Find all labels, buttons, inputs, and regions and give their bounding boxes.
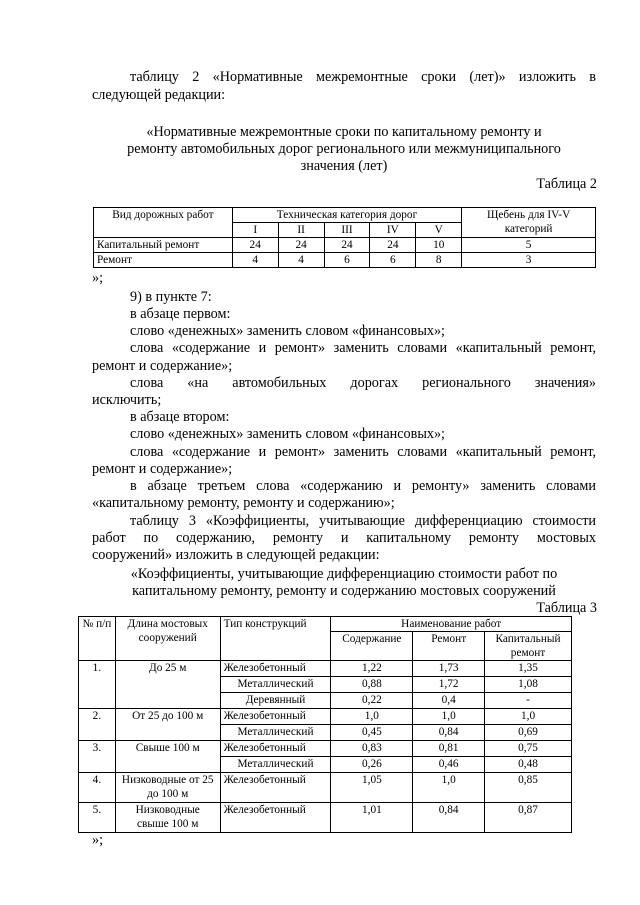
table3-num: 5.	[79, 803, 116, 833]
table2-row-name: Капитальный ремонт	[94, 238, 233, 253]
table-3	[78, 616, 572, 833]
word-money-1: слово «денежных» заменить словом «финансовых»;	[130, 323, 445, 339]
table3-type: Деревянный	[220, 693, 331, 709]
table3-length: Свыше 100 м	[115, 741, 220, 773]
table3-maintenance: 0,88	[331, 677, 413, 693]
table2-closing: »;	[92, 270, 104, 286]
table3-maintenance: 0,45	[331, 725, 413, 741]
table3-header-works: Наименование работ	[331, 617, 572, 632]
table2-title-line-2: ремонту автомобильных дорог регионального или межмуниципального	[127, 141, 561, 157]
table3-maintenance: 0,83	[331, 741, 413, 757]
table2-cell: 8	[416, 253, 462, 268]
table3-repair: 0,84	[413, 803, 485, 833]
table3-capital: 0,87	[485, 803, 572, 833]
table2-category: I	[232, 223, 278, 238]
table2-gravel-cell: 5	[462, 238, 596, 253]
table3-capital: 0,75	[485, 741, 572, 757]
table3-closing: »;	[92, 832, 104, 848]
table3-capital: 0,69	[485, 725, 572, 741]
paragraph-third-line-1: в абзаце третьем слова «содержанию и ремонту» заменить словами	[130, 478, 596, 494]
table2-cell: 10	[416, 238, 462, 253]
table3-length: От 25 до 100 м	[115, 709, 220, 741]
table2-header-work: Вид дорожных работ	[94, 208, 233, 238]
table3-repair: 1,0	[413, 773, 485, 803]
table3-repair: 1,72	[413, 677, 485, 693]
table3-type: Железобетонный	[220, 741, 331, 757]
table3-type: Железобетонный	[220, 773, 331, 803]
words-roads-line-1: слова «на автомобильных дорогах регионального значения»	[130, 375, 596, 391]
table3-intro-line-2: работ по содержанию, ремонту и капитальному ремонту мостовых	[92, 530, 596, 546]
table2-gravel-cell: 3	[462, 253, 596, 268]
table3-intro-line-3: сооружений» изложить в следующей редакции:	[92, 547, 380, 563]
table3-num: 2.	[79, 709, 116, 741]
table2-category: IV	[370, 223, 416, 238]
table3-num: 1.	[79, 661, 116, 709]
table-row	[94, 253, 596, 268]
table3-header-capital: Капитальный ремонт	[485, 632, 572, 661]
table-row	[94, 238, 596, 253]
table3-maintenance: 1,01	[331, 803, 413, 833]
table3-header-num: № п/п	[79, 617, 116, 661]
table3-capital: 0,85	[485, 773, 572, 803]
table2-header-category: Техническая категория дорог	[232, 208, 461, 223]
table3-capital: 1,35	[485, 661, 572, 677]
table2-category: III	[324, 223, 370, 238]
table3-maintenance: 0,22	[331, 693, 413, 709]
table3-type: Железобетонный	[220, 709, 331, 725]
table3-intro-line-1: таблицу 3 «Коэффициенты, учитывающие дифференциацию стоимости	[130, 513, 596, 529]
table2-title-line-3: значения (лет)	[300, 158, 388, 174]
table3-repair: 1,0	[413, 709, 485, 725]
table-2	[93, 207, 596, 268]
table3-capital: 0,48	[485, 757, 572, 773]
words-roads-line-2: исключить;	[92, 392, 162, 408]
paragraph-second: в абзаце втором:	[130, 409, 230, 425]
table3-maintenance: 1,22	[331, 661, 413, 677]
table2-cell: 24	[324, 238, 370, 253]
table3-length: До 25 м	[115, 661, 220, 709]
table3-length: Низководные свыше 100 м	[115, 803, 220, 833]
table2-title-line-1: «Нормативные межремонтные сроки по капитальному ремонту и	[146, 124, 542, 140]
table3-maintenance: 0,26	[331, 757, 413, 773]
table3-title-line-1: «Коэффициенты, учитывающие дифференциацию стоимости работ по	[130, 566, 558, 582]
table2-header-gravel: Щебень для IV-V категорий	[462, 208, 596, 238]
table3-capital: -	[485, 693, 572, 709]
table3-type: Металлический	[220, 725, 331, 741]
table2-cell: 6	[324, 253, 370, 268]
table2-cell: 6	[370, 253, 416, 268]
words-maintenance-1-line-2: ремонт и содержание»;	[92, 358, 233, 374]
table3-maintenance: 1,0	[331, 709, 413, 725]
table3-header-type: Тип конструкций	[220, 617, 331, 661]
table3-num: 4.	[79, 773, 116, 803]
table2-category: II	[278, 223, 324, 238]
table3-type: Металлический	[220, 677, 331, 693]
table3-type: Металлический	[220, 757, 331, 773]
table2-cell: 4	[232, 253, 278, 268]
table2-cell: 24	[232, 238, 278, 253]
table-row	[79, 803, 572, 833]
intro-line-1: таблицу 2 «Нормативные межремонтные сроки (лет)» изложить в	[130, 69, 596, 85]
table3-capital: 1,08	[485, 677, 572, 693]
table2-category: V	[416, 223, 462, 238]
table-row	[79, 773, 572, 803]
table3-capital: 1,0	[485, 709, 572, 725]
words-maintenance-1-line-1: слова «содержание и ремонт» заменить словами «капитальный ремонт,	[130, 340, 596, 356]
table2-cell: 24	[278, 238, 324, 253]
table-row	[79, 741, 572, 757]
table-row	[79, 709, 572, 725]
table2-row-name: Ремонт	[94, 253, 233, 268]
table3-header-maintenance: Содержание	[331, 632, 413, 661]
words-maintenance-2-line-2: ремонт и содержание»;	[92, 461, 233, 477]
table3-type: Железобетонный	[220, 803, 331, 833]
table2-cell: 4	[278, 253, 324, 268]
table3-header-repair: Ремонт	[413, 632, 485, 661]
table3-repair: 0,46	[413, 757, 485, 773]
intro-line-2: следующей редакции:	[92, 87, 226, 103]
item-9: 9) в пункте 7:	[130, 289, 212, 305]
table3-repair: 0,84	[413, 725, 485, 741]
table2-cell: 24	[370, 238, 416, 253]
table3-repair: 0,81	[413, 741, 485, 757]
table3-header-length: Длина мостовых сооружений	[115, 617, 220, 661]
table-row	[79, 661, 572, 677]
table3-repair: 0,4	[413, 693, 485, 709]
paragraph-third-line-2: «капитальному ремонту, ремонту и содержанию»;	[92, 495, 395, 511]
table2-label: Таблица 2	[536, 176, 597, 192]
word-money-2: слово «денежных» заменить словом «финансовых»;	[130, 426, 445, 442]
paragraph-first: в абзаце первом:	[130, 306, 231, 322]
table3-repair: 1,73	[413, 661, 485, 677]
table3-num: 3.	[79, 741, 116, 773]
words-maintenance-2-line-1: слова «содержание и ремонт» заменить словами «капитальный ремонт,	[130, 444, 596, 460]
table3-maintenance: 1,05	[331, 773, 413, 803]
table3-length: Низководные от 25 до 100 м	[115, 773, 220, 803]
table3-title-line-2: капитальному ремонту, ремонту и содержанию мостовых сооружений	[132, 583, 556, 599]
table3-label: Таблица 3	[536, 600, 597, 616]
table3-type: Железобетонный	[220, 661, 331, 677]
